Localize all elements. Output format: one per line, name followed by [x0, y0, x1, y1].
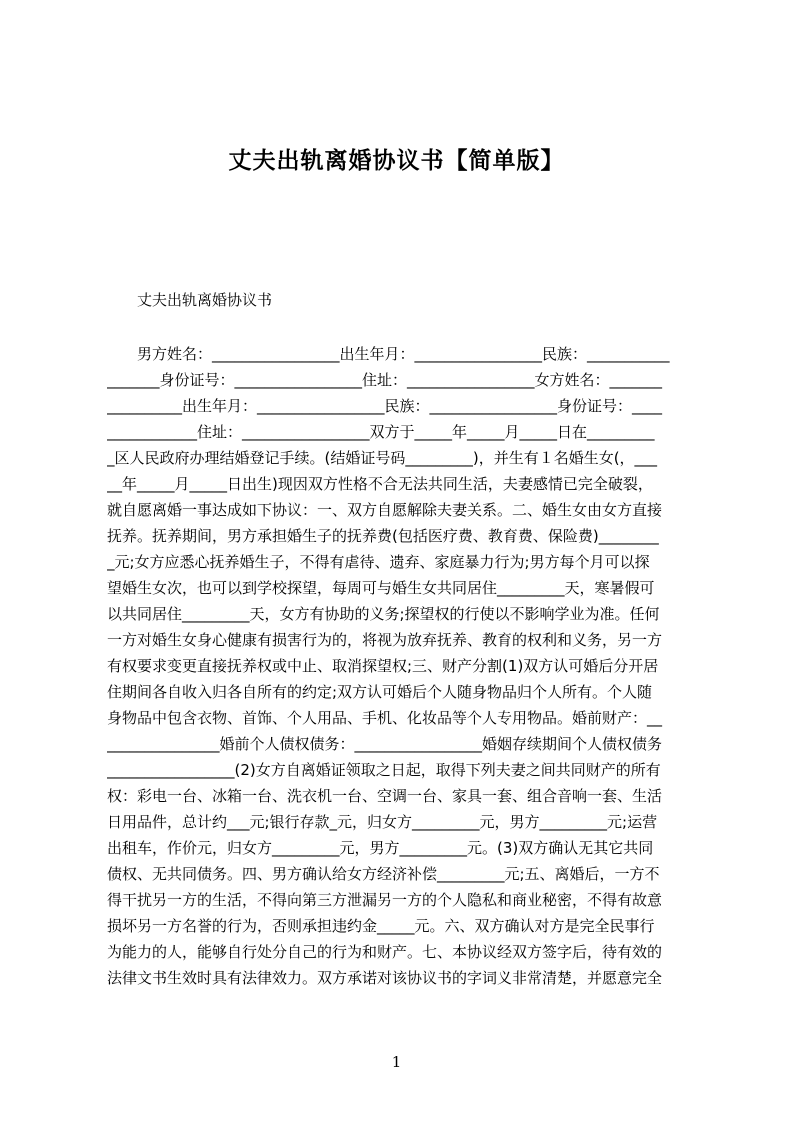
- body-line: _______________婚前个人债权债务：_________________婚姻存续期间个人债权债务: [107, 735, 663, 753]
- body-line: _________________(2)女方自离婚证领取之日起，取得下列夫妻之间共同财产的所有: [107, 761, 661, 779]
- body-line: 损坏另一方名誉的行为，否则承担违约金_____元。六、双方确认对方是完全民事行: [107, 917, 655, 935]
- body-line: 就自愿离婚一事达成如下协议：一、双方自愿解除夫妻关系。二、婚生女由女方直接: [107, 501, 663, 519]
- body-line: 身物品中包含衣物、首饰、个人用品、手机、化妆品等个人专用物品。婚前财产：__: [107, 709, 663, 727]
- document-subtitle: 丈夫出轨离婚协议书: [137, 291, 273, 309]
- body-line: 得干扰另一方的生活，不得向第三方泄漏另一方的个人隐私和商业秘密，不得有故意: [107, 891, 663, 909]
- body-line: 望婚生女次，也可以到学校探望，每周可与婚生女共同居住_________天，寒暑假可: [107, 579, 655, 597]
- body-line: 有权要求变更直接抚养权或中止、取消探望权;三、财产分割(1)双方认可婚后分开居: [107, 657, 659, 675]
- body-line: _______身份证号：_________________住址：_________________女方姓名：_______: [107, 371, 663, 389]
- body-line: 权：彩电一台、冰箱一台、洗衣机一台、空调一台、家具一套、组合音响一套、生活: [107, 787, 663, 805]
- body-line: _区人民政府办理结婚登记手续。(结婚证号码_________)，并生有１名婚生女(，___: [107, 449, 658, 467]
- body-line: 债权、无共同债务。四、男方确认给女方经济补偿_________元;五、离婚后，一方不: [107, 865, 660, 883]
- body-line: _元;女方应悉心抚养婚生子，不得有虐待、遗弃、家庭暴力行为;男方每个月可以探: [107, 553, 650, 571]
- document-title: 丈夫出轨离婚协议书【简单版】: [228, 148, 565, 174]
- body-line: 男方姓名：_________________出生年月：_________________民族：___________: [137, 345, 670, 363]
- body-line: __________出生年月：_________________民族：_________________身份证号：____: [107, 397, 663, 415]
- body-line: 日用品件，总计约___元;银行存款_元，归女方_________元，男方_________元;运营: [107, 813, 658, 831]
- body-line: 一方对婚生女身心健康有损害行为的，将视为放弃抚养、教育的权利和义务，另一方: [107, 631, 663, 649]
- body-line: ____________住址：_________________双方于_____年_____月_____日在_________: [107, 423, 655, 441]
- page-number: 1: [391, 1053, 402, 1071]
- body-line: 抚养。抚养期间，男方承担婚生子的抚养费(包括医疗费、教育费、保险费)________: [107, 527, 659, 545]
- body-line: 以共同居住_________天，女方有协助的义务;探望权的行使以不影响学业为准。任何: [107, 605, 660, 623]
- body-line: 出租车，作价元，归女方_________元，男方_________元。(3)双方确认无其它共同: [107, 839, 654, 857]
- body-line: 法律文书生效时具有法律效力。双方承诺对该协议书的字词义非常清楚，并愿意完全: [107, 969, 663, 987]
- body-line: 住期间各自收入归各自所有的约定;双方认可婚后个人随身物品归个人所有。个人随: [107, 683, 653, 701]
- body-line: 为能力的人，能够自行处分自己的行为和财产。七、本协议经双方签字后，待有效的: [107, 943, 663, 961]
- body-line: __年_____月_____日出生)现因双方性格不合无法共同生活，夫妻感情已完全破裂，: [107, 475, 653, 493]
